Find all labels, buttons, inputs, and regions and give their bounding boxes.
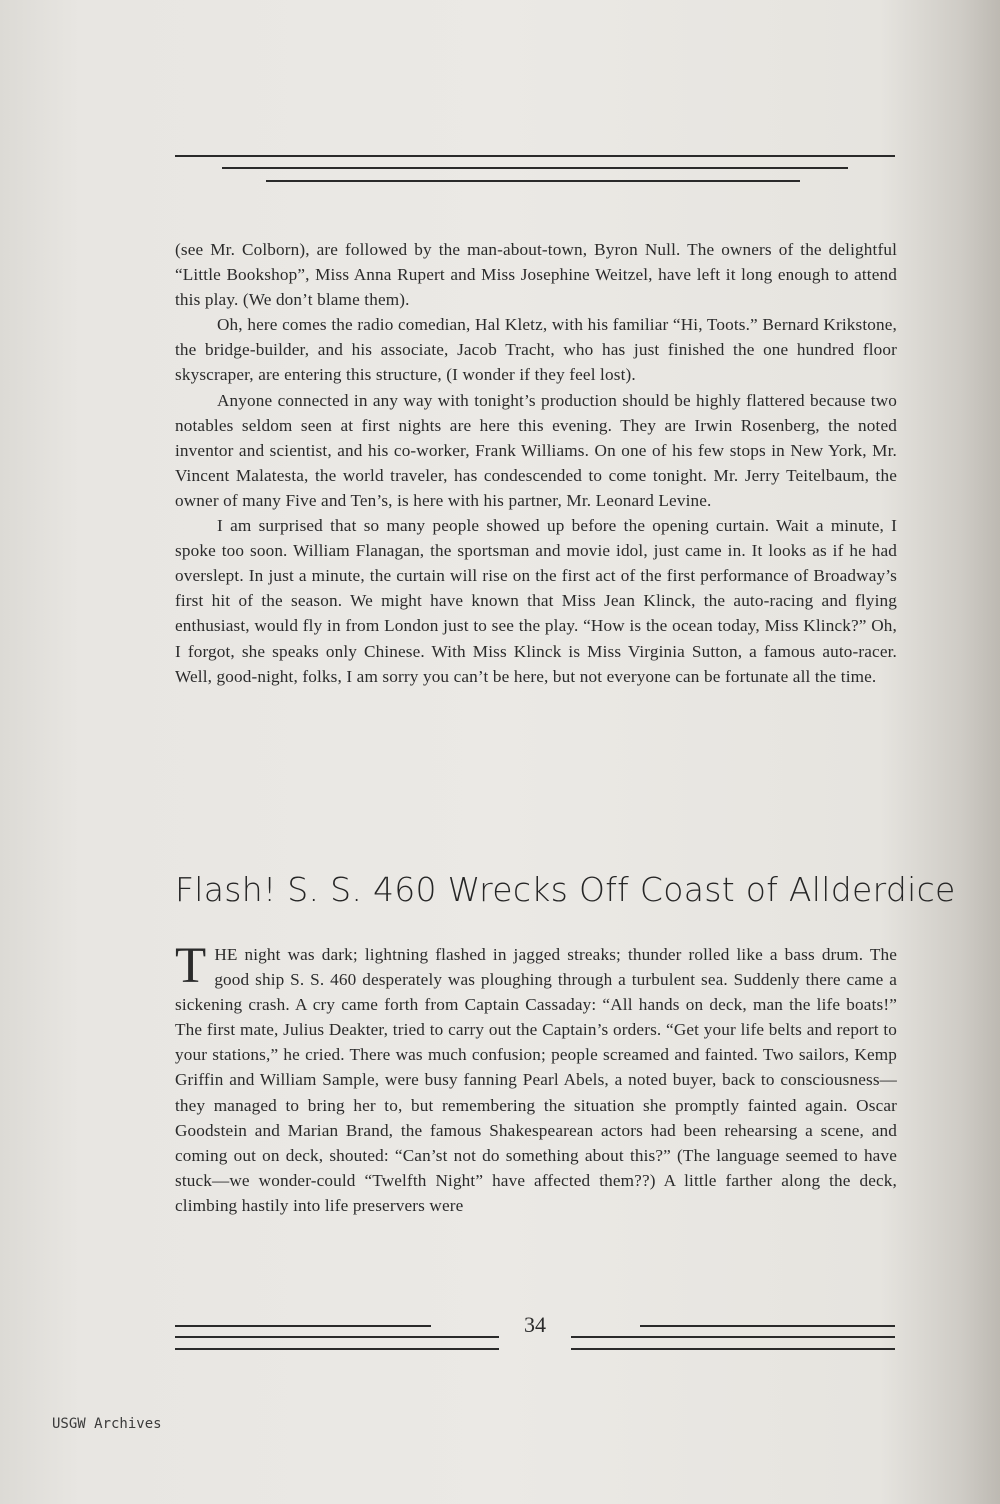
page-number: 34	[524, 1312, 546, 1337]
article-heading: Flash! S. S. 460 Wrecks Off Coast of Allderdice	[175, 870, 956, 909]
bottom-rule-left-short	[175, 1325, 431, 1327]
upper-body-text	[175, 237, 897, 689]
top-rule-1	[175, 155, 895, 157]
bottom-rule-right-long	[571, 1336, 895, 1338]
bottom-rule-left-long	[175, 1336, 499, 1338]
paragraph-2: Oh, here comes the radio comedian, Hal Kletz, with his familiar “Hi, Toots.” Bernard Krikstone, the bridge-builder, and his associate, Jacob Tracht, who has just finished the one hundred floor skyscraper, are entering this structure, (I wonder if they feel lost).	[175, 315, 897, 385]
article-body	[175, 938, 897, 1218]
top-rule-3	[266, 180, 800, 182]
bottom-rule-left-base	[175, 1348, 499, 1350]
paragraph-1: (see Mr. Colborn), are followed by the man-about-town, Byron Null. The owners of the delightful “Little Bookshop”, Miss Anna Rupert and Miss Josephine Weitzel, have left it long enough to attend this play. (We don’t blame them).	[175, 240, 897, 310]
bottom-rule-right-short	[640, 1325, 895, 1327]
paragraph-4: I am surprised that so many people showed up before the opening curtain. Wait a minute, I spoke too soon. William Flanagan, the sportsman and movie idol, just came in. It looks as if he had overslept. In just a minute, the curtain will rise on the first act of the first performance of Broadway’s first hit of the season. We might have known that Miss Jean Klinck, the auto-racing and flying enthusiast, would fly in from London just to see the play. “How is the ocean today, Miss Klinck?” Oh, I forgot, she speaks only Chinese. With Miss Klinck is Miss Virginia Sutton, a famous auto-racer. Well, good-night, folks, I am sorry you can’t be here, but not everyone can be fortunate all the time.	[175, 516, 897, 686]
article-body-text: HE night was dark; lightning flashed in jagged streaks; thunder rolled like a bass drum. The good ship S. S. 460 desperately was ploughing through a turbulent sea. Suddenly there came a sickening crash. A cry came forth from Captain Cassaday: “All hands on deck, man the life boats!” The first mate, Julius Deakter, tried to carry out the Captain’s orders. “Get your life belts and report to your stations,” he cried. There was much confusion; people screamed and fainted. Two sailors, Kemp Griffin and William Sample, were busy fanning Pearl Abels, a noted buyer, back to consciousness—they managed to bring her to, but remembering the situation she promptly fainted again. Oscar Goodstein and Marian Brand, the famous Shakespearean actors had been rehearsing a scene, and coming out on deck, shouted: “Can’st not do something about this?” (The language seemed to have stuck—we wonder-could “Twelfth Night” have affected them??) A little farther along the deck, climbing hastily into life preservers were	[175, 945, 897, 1215]
paragraph-3: Anyone connected in any way with tonight’s production should be highly flattered because two notables seldom seen at first nights are here this evening. They are Irwin Rosenberg, the noted inventor and scientist, and his co-worker, Frank Williams. On one of his few stops in New York, Mr. Vincent Malatesta, the world traveler, has condescended to come tonight. Mr. Jerry Teitelbaum, the owner of many Five and Ten’s, is here with his partner, Mr. Leonard Levine.	[175, 390, 897, 510]
top-rule-2	[222, 167, 848, 169]
drop-cap: T	[175, 938, 207, 994]
archive-watermark: USGW Archives	[52, 1416, 162, 1432]
bottom-rule-right-base	[571, 1348, 895, 1350]
